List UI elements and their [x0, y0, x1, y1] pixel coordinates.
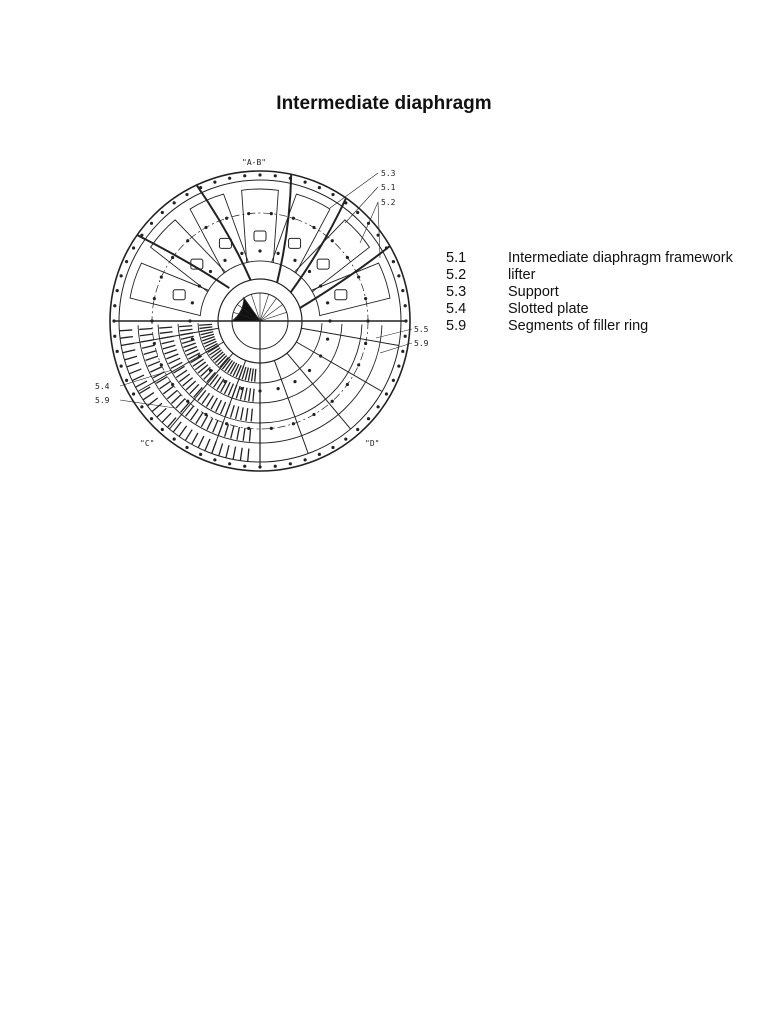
slot-line	[162, 413, 171, 422]
bolt-dot	[304, 181, 307, 184]
bolt-dot	[392, 260, 395, 263]
slot-line	[206, 396, 213, 407]
bolt-dot	[293, 259, 296, 262]
bolt-dot	[173, 201, 176, 204]
bolt-dot	[331, 239, 334, 242]
slot-line	[183, 343, 195, 347]
slot-line	[199, 324, 212, 325]
bolt-dot	[198, 284, 201, 287]
bolt-dot	[247, 427, 250, 430]
bolt-dot	[357, 275, 360, 278]
bolt-dot	[401, 289, 404, 292]
slot-line	[140, 334, 153, 336]
slot-line	[230, 363, 236, 374]
leader-line	[330, 173, 378, 208]
radial-spoke	[287, 353, 351, 429]
legend-code: 5.1	[446, 250, 467, 266]
slot-line	[192, 433, 198, 444]
label-a-b: "A-B"	[242, 158, 267, 167]
slot-line	[225, 424, 229, 436]
bolt-dot	[331, 400, 334, 403]
legend-desc: Segments of filler ring	[508, 318, 649, 334]
bolt-dot	[312, 226, 315, 229]
bolt-dot	[161, 211, 164, 214]
legend-desc: lifter	[508, 267, 536, 283]
slot-line	[211, 398, 217, 409]
slot-line	[123, 350, 136, 353]
slot-line	[249, 429, 250, 442]
page-title: Intermediate diaphragm	[276, 93, 492, 114]
slot-line	[161, 336, 174, 338]
bolt-dot	[258, 173, 261, 176]
bolt-dot	[404, 319, 407, 322]
slot-line	[160, 381, 171, 388]
slot-line	[119, 330, 132, 331]
legend-row-5-2	[446, 267, 746, 284]
callout-5-4: 5.4	[95, 382, 110, 391]
window-opening	[295, 220, 370, 292]
window-opening	[151, 220, 226, 292]
slot-line	[176, 399, 185, 408]
slot-line	[127, 363, 139, 367]
bolt-dot	[258, 465, 261, 468]
slot-line	[252, 369, 254, 382]
hub-rib	[260, 294, 269, 321]
bolt-dot	[186, 239, 189, 242]
bolt-dot	[344, 201, 347, 204]
slot-line	[171, 362, 182, 368]
bolt-dot	[328, 319, 331, 322]
bolt-dot	[357, 363, 360, 366]
bolt-dot	[397, 365, 400, 368]
bolt-dot	[401, 350, 404, 353]
slot-line	[236, 386, 240, 398]
bolt-dot	[392, 379, 395, 382]
slot-line	[255, 369, 256, 382]
slot-line	[198, 436, 204, 448]
bolt-dot	[318, 453, 321, 456]
legend-row-5-1	[446, 250, 746, 267]
legend	[446, 250, 746, 335]
bolt-dot	[213, 458, 216, 461]
hub-rib	[260, 298, 276, 321]
bolt-dot	[274, 465, 277, 468]
slot-line	[248, 368, 250, 381]
bolt-dot	[344, 438, 347, 441]
bolt-dot	[319, 354, 322, 357]
bolt-dot	[326, 338, 329, 341]
slot-line	[207, 418, 213, 430]
callout-5-2: 5.2	[381, 198, 396, 207]
slot-line	[245, 388, 247, 401]
bolt-dot	[385, 246, 388, 249]
slot-line	[165, 350, 177, 354]
slot-line	[212, 441, 216, 453]
slot-line	[199, 327, 212, 329]
bolt-dot	[366, 319, 369, 322]
radial-spoke	[301, 328, 398, 345]
slot-line	[120, 337, 133, 339]
slot-line	[185, 430, 192, 441]
slot-line	[219, 422, 223, 434]
bolt-dot	[132, 392, 135, 395]
slot-line	[143, 393, 154, 400]
bolt-dot	[140, 405, 143, 408]
hub-rib	[260, 312, 287, 321]
leader-line	[345, 187, 378, 223]
slot-line	[157, 408, 167, 417]
slot-line	[129, 369, 141, 374]
slot-line	[166, 354, 178, 359]
bolt-dot	[243, 174, 246, 177]
slot-line	[200, 329, 213, 331]
slot-line	[216, 400, 222, 412]
slot-line	[219, 443, 223, 455]
callout-5-9-right: 5.9	[414, 339, 429, 348]
bolt-dot	[160, 275, 163, 278]
slot-line	[243, 428, 245, 441]
bolt-dot	[289, 177, 292, 180]
slot-line	[136, 381, 147, 387]
bolt-dot	[292, 422, 295, 425]
bolt-dot	[186, 400, 189, 403]
legend-row-5-4	[446, 301, 746, 318]
bolt-dot	[112, 319, 115, 322]
slot-line	[249, 388, 251, 401]
bolt-dot	[377, 405, 380, 408]
bolt-dot	[113, 304, 116, 307]
bolt-dot	[120, 365, 123, 368]
bolt-dot	[397, 274, 400, 277]
bolt-dot	[153, 297, 156, 300]
label-d: "D"	[365, 439, 380, 448]
slot-line	[180, 329, 193, 331]
bolt-dot	[225, 422, 228, 425]
lifter-box	[173, 290, 185, 300]
slot-line	[172, 395, 182, 404]
bolt-dot	[326, 301, 329, 304]
label-c: "C"	[140, 439, 155, 448]
hub-rib	[260, 305, 283, 321]
bolt-dot	[209, 270, 212, 273]
bolt-dot	[132, 246, 135, 249]
bolt-dot	[312, 413, 315, 416]
bolt-dot	[346, 383, 349, 386]
slot-line	[221, 402, 226, 414]
bolt-dot	[160, 363, 163, 366]
bolt-dot	[198, 354, 201, 357]
bolt-dot	[277, 252, 280, 255]
bolt-dot	[364, 342, 367, 345]
leader-line	[360, 202, 378, 243]
slot-line	[251, 409, 252, 422]
slot-line	[167, 390, 177, 398]
slot-line	[225, 404, 229, 416]
bolt-dot	[116, 350, 119, 353]
slot-line	[150, 367, 162, 372]
bolt-dot	[319, 284, 322, 287]
slot-line	[162, 341, 175, 344]
diaphragm-drawing	[80, 148, 440, 488]
bolt-dot	[153, 342, 156, 345]
bolt-dot	[331, 193, 334, 196]
slot-line	[142, 345, 155, 348]
bolt-dot	[356, 428, 359, 431]
slot-line	[121, 343, 134, 345]
slot-line	[232, 385, 236, 397]
bolt-dot	[173, 438, 176, 441]
slot-line	[231, 426, 234, 439]
bolt-dot	[258, 389, 261, 392]
bolt-dot	[199, 186, 202, 189]
bolt-dot	[191, 301, 194, 304]
slot-line	[146, 356, 158, 360]
bolt-dot	[150, 319, 153, 322]
slot-line	[237, 427, 239, 440]
slot-line	[240, 448, 242, 461]
bolt-dot	[113, 335, 116, 338]
bolt-dot	[243, 465, 246, 468]
legend-row-5-9	[446, 318, 746, 335]
slot-line	[246, 408, 248, 421]
slot-line	[124, 356, 136, 360]
bolt-dot	[346, 256, 349, 259]
bolt-dot	[304, 458, 307, 461]
bolt-dot	[404, 335, 407, 338]
bolt-dot	[274, 174, 277, 177]
legend-code: 5.4	[446, 301, 467, 317]
slot-line	[226, 445, 229, 458]
legend-desc: Intermediate diaphragm framework	[508, 250, 733, 266]
bolt-dot	[150, 417, 153, 420]
window-opening	[190, 194, 248, 273]
bolt-dot	[270, 427, 273, 430]
bolt-dot	[225, 217, 228, 220]
window-opening	[130, 263, 208, 315]
slot-line	[160, 332, 173, 334]
slot-line	[141, 340, 154, 342]
bolt-dot	[140, 234, 143, 237]
slot-line	[213, 420, 218, 432]
bolt-dot	[364, 297, 367, 300]
bolt-dot	[171, 383, 174, 386]
slot-line	[179, 426, 186, 437]
bolt-dot	[223, 380, 226, 383]
callout-5-5: 5.5	[414, 325, 429, 334]
legend-desc: Slotted plate	[508, 301, 589, 317]
slot-line	[201, 415, 207, 426]
slot-line	[168, 358, 180, 363]
slot-line	[205, 439, 210, 451]
bolt-dot	[356, 211, 359, 214]
bolt-dot	[228, 177, 231, 180]
bolt-dot	[199, 453, 202, 456]
bolt-dot	[191, 338, 194, 341]
legend-code: 5.9	[446, 318, 467, 334]
bolt-dot	[292, 217, 295, 220]
callout-5-3: 5.3	[381, 169, 396, 178]
bolt-dot	[385, 392, 388, 395]
lifter-box	[254, 231, 266, 241]
slot-line	[208, 346, 219, 353]
callout-5-1: 5.1	[381, 183, 396, 192]
bolt-dot	[116, 289, 119, 292]
lifter-box	[317, 259, 329, 269]
slot-line	[152, 403, 162, 411]
slot-line	[163, 345, 175, 349]
bolt-dot	[277, 387, 280, 390]
slot-line	[191, 409, 198, 420]
bolt-dot	[258, 249, 261, 252]
slot-line	[196, 413, 203, 424]
bolt-dot	[185, 193, 188, 196]
bolt-dot	[367, 417, 370, 420]
bolt-dot	[171, 256, 174, 259]
bolt-dot	[293, 380, 296, 383]
slot-line	[144, 351, 156, 355]
legend-row-5-3	[446, 284, 746, 301]
legend-desc: Support	[508, 284, 559, 300]
slot-line	[159, 327, 172, 328]
bolt-dot	[318, 186, 321, 189]
bolt-dot	[185, 446, 188, 449]
bolt-dot	[308, 369, 311, 372]
bolt-dot	[270, 212, 273, 215]
bolt-dot	[228, 462, 231, 465]
slot-line	[241, 407, 243, 420]
bolt-dot	[240, 252, 243, 255]
bolt-dot	[308, 270, 311, 273]
lifter-box	[289, 238, 301, 248]
window-opening	[312, 263, 390, 315]
slot-line	[180, 333, 193, 335]
bolt-dot	[289, 462, 292, 465]
slot-line	[148, 361, 160, 366]
radial-spoke	[296, 342, 382, 392]
slot-line	[233, 447, 235, 460]
bolt-dot	[188, 319, 191, 322]
window-opening	[272, 194, 330, 273]
slot-line	[179, 326, 192, 327]
bolt-dot	[404, 304, 407, 307]
bolt-dot	[204, 226, 207, 229]
slot-line	[253, 389, 254, 402]
bolt-dot	[125, 260, 128, 263]
slot-line	[139, 329, 152, 330]
bolt-dot	[240, 387, 243, 390]
slot-line	[248, 449, 249, 462]
callout-5-9-left: 5.9	[95, 396, 110, 405]
bolt-dot	[204, 413, 207, 416]
slot-line	[132, 375, 144, 380]
legend-code: 5.2	[446, 267, 467, 283]
slot-line	[230, 405, 234, 417]
bolt-dot	[150, 222, 153, 225]
slot-line	[236, 406, 239, 419]
bolt-dot	[223, 259, 226, 262]
bolt-dot	[120, 274, 123, 277]
bolt-dot	[209, 369, 212, 372]
legend-code: 5.3	[446, 284, 467, 300]
bolt-dot	[161, 428, 164, 431]
bolt-dot	[125, 379, 128, 382]
bolt-dot	[331, 446, 334, 449]
bolt-dot	[213, 181, 216, 184]
slot-line	[163, 386, 173, 394]
framework-beam	[291, 198, 346, 292]
lifter-box	[335, 290, 347, 300]
bolt-dot	[247, 212, 250, 215]
